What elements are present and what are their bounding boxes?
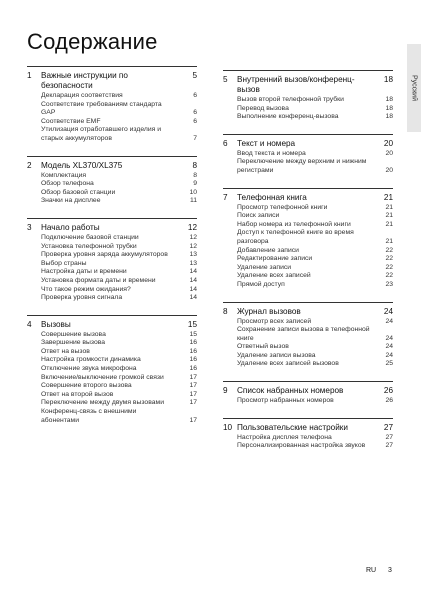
toc-item[interactable] <box>27 189 197 198</box>
toc-item-page: 22 <box>385 255 393 263</box>
toc-item[interactable] <box>223 326 393 343</box>
toc-item-label: Удаление записи вызова <box>237 351 316 359</box>
toc-section-number: 8 <box>223 306 228 316</box>
toc-item-label: Конференц-связь с внешними абонентами <box>41 408 137 424</box>
toc-item-list <box>223 96 393 122</box>
toc-item-page: 22 <box>385 246 393 254</box>
toc-item[interactable] <box>27 331 197 340</box>
toc-item-list <box>27 172 197 206</box>
toc-item[interactable] <box>27 408 197 425</box>
toc-section-heading[interactable] <box>27 161 197 171</box>
toc-item-label: Переключение между верхним и нижним регистрами <box>237 158 367 174</box>
toc-item-page: 22 <box>385 272 393 280</box>
toc-item-label: Просмотр всех записей <box>237 317 312 325</box>
toc-item-page: 16 <box>189 339 197 347</box>
toc-item[interactable] <box>27 180 197 189</box>
toc-item-label: Установка телефонной трубки <box>41 242 137 250</box>
toc-item-page: 15 <box>189 330 197 338</box>
toc-section-title: Вызовы <box>41 319 71 329</box>
toc-item[interactable] <box>223 158 393 175</box>
toc-item-page: 7 <box>193 134 197 142</box>
toc-item-label: Прямой доступ <box>237 280 285 288</box>
toc-item-page: 18 <box>385 96 393 103</box>
toc-section-number: 6 <box>223 138 228 148</box>
toc-item-label: Выполнение конференц-вызова <box>237 113 339 121</box>
toc-item[interactable] <box>27 294 197 303</box>
toc-item-page: 21 <box>385 203 393 211</box>
toc-item-page: 9 <box>193 180 197 188</box>
toc-section <box>27 156 197 206</box>
toc-item-label: Совершение второго вызова <box>41 382 132 390</box>
language-side-tab <box>407 44 421 132</box>
toc-item[interactable] <box>223 96 393 105</box>
toc-item-label: Обзор базовой станции <box>41 188 116 196</box>
toc-section-page: 27 <box>383 422 393 432</box>
toc-item[interactable] <box>223 397 393 406</box>
toc-item-page: 21 <box>385 212 393 220</box>
toc-item-page: 23 <box>385 280 393 288</box>
toc-item-page: 6 <box>193 109 197 117</box>
toc-item-page: 27 <box>385 442 393 450</box>
toc-item-page: 24 <box>385 334 393 342</box>
toc-item-page: 14 <box>189 268 197 276</box>
toc-item-label: Ответный вызов <box>237 343 289 351</box>
toc-item[interactable] <box>223 360 393 369</box>
toc-item-page: 12 <box>189 242 197 250</box>
toc-right-column <box>223 70 393 463</box>
toc-item-page: 26 <box>385 397 393 405</box>
toc-left-column <box>27 66 197 437</box>
toc-item-page: 18 <box>385 113 393 121</box>
toc-section-page: 12 <box>187 222 197 232</box>
toc-section-page: 5 <box>192 71 197 80</box>
toc-section <box>223 70 393 122</box>
toc-item[interactable] <box>27 339 197 348</box>
toc-item-label: Ответ на вызов <box>41 347 90 355</box>
language-side-tab-label: Русский <box>410 75 418 101</box>
page-title: Содержание <box>27 29 158 54</box>
toc-section-heading[interactable] <box>27 320 197 330</box>
toc-item[interactable] <box>223 229 393 246</box>
toc-item-page: 16 <box>189 365 197 373</box>
toc-item-label: Удаление всех записей <box>237 272 311 280</box>
toc-section-title: Список набранных номеров <box>237 386 344 396</box>
toc-item-label: Удаление всех записей вызовов <box>237 360 339 368</box>
toc-item-list <box>223 397 393 406</box>
toc-item-page: 6 <box>193 117 197 125</box>
toc-item[interactable] <box>223 113 393 122</box>
toc-item-label: Включение/выключение громкой связи <box>41 373 164 381</box>
toc-section <box>223 188 393 290</box>
toc-item-page: 14 <box>189 294 197 302</box>
toc-section-heading[interactable] <box>27 71 197 91</box>
toc-item-label: Комплектация <box>41 171 87 179</box>
toc-section <box>27 218 197 303</box>
toc-item[interactable] <box>223 281 393 290</box>
toc-section-title: Текст и номера <box>237 138 296 148</box>
toc-section-number: 3 <box>27 222 32 232</box>
toc-section-page: 24 <box>383 306 393 316</box>
toc-item-list <box>27 92 197 144</box>
toc-item[interactable] <box>27 268 197 277</box>
toc-item-page: 13 <box>189 259 197 267</box>
toc-item-page: 20 <box>385 149 393 157</box>
toc-item[interactable] <box>27 399 197 408</box>
toc-item[interactable] <box>223 434 393 443</box>
toc-item-page: 12 <box>189 233 197 241</box>
toc-item-page: 16 <box>189 347 197 355</box>
toc-item-page: 8 <box>193 171 197 179</box>
toc-item[interactable] <box>27 172 197 181</box>
toc-section-number: 10 <box>223 422 233 432</box>
toc-item-label: Что такое режим ожидания? <box>41 285 131 293</box>
toc-section-title: Модель XL370/XL375 <box>41 160 123 170</box>
toc-item-label: Просмотр телефонной книги <box>237 203 328 211</box>
toc-section-title: Журнал вызовов <box>237 306 301 316</box>
toc-item-page: 11 <box>189 197 197 205</box>
toc-item[interactable] <box>27 391 197 400</box>
toc-section-number: 5 <box>223 75 228 84</box>
toc-section-heading[interactable] <box>223 139 393 149</box>
toc-section-page: 21 <box>383 192 393 202</box>
toc-item[interactable] <box>27 92 197 101</box>
toc-item-label: Подключение базовой станции <box>41 233 139 241</box>
toc-item-page: 18 <box>385 104 393 112</box>
toc-item[interactable] <box>223 255 393 264</box>
toc-item[interactable] <box>223 318 393 327</box>
toc-item-label: Перевод вызова <box>237 104 289 112</box>
toc-item-label: Отключение звука микрофона <box>41 365 137 373</box>
toc-item-label: Декларация соответствия <box>41 92 123 99</box>
toc-item-label: Ввод текста и номера <box>237 149 306 157</box>
toc-item-page: 17 <box>189 382 197 390</box>
toc-item-page: 24 <box>385 317 393 325</box>
toc-item-label: Добавление записи <box>237 246 299 254</box>
toc-item[interactable] <box>27 197 197 206</box>
toc-item-page: 16 <box>189 356 197 364</box>
toc-item-page: 14 <box>189 276 197 284</box>
toc-item-page: 20 <box>385 166 393 174</box>
toc-item-page: 22 <box>385 263 393 271</box>
toc-item-label: Удаление записи <box>237 263 292 271</box>
toc-item-label: Доступ к телефонной книге во время разговора <box>237 229 354 245</box>
toc-item[interactable] <box>27 101 197 118</box>
toc-section-title: Внутренний вызов/конференц-вызов <box>237 75 355 94</box>
toc-section <box>27 315 197 426</box>
toc-section-heading[interactable] <box>223 307 393 317</box>
toc-item-label: Настройка даты и времени <box>41 268 127 276</box>
toc-item-list <box>27 331 197 426</box>
toc-item-label: Значки на дисплее <box>41 197 101 205</box>
toc-item-label: Выбор страны <box>41 259 87 267</box>
toc-item-page: 17 <box>189 373 197 381</box>
toc-item-label: Ответ на второй вызов <box>41 390 114 398</box>
toc-item-label: Завершение вызова <box>41 339 106 347</box>
toc-item-label: Набор номера из телефонной книги <box>237 220 351 228</box>
toc-item-page: 10 <box>189 188 197 196</box>
toc-item-page: 6 <box>193 92 197 99</box>
toc-item-page: 14 <box>189 285 197 293</box>
toc-item[interactable] <box>223 272 393 281</box>
toc-item-label: Переключение между двумя вызовами <box>41 399 164 407</box>
toc-section-heading[interactable] <box>223 75 393 95</box>
toc-item[interactable] <box>27 234 197 243</box>
toc-item-list <box>223 318 393 370</box>
toc-item[interactable] <box>27 277 197 286</box>
toc-item-page: 21 <box>385 220 393 228</box>
toc-item[interactable] <box>223 343 393 352</box>
toc-item[interactable] <box>27 382 197 391</box>
toc-section-heading[interactable] <box>27 223 197 233</box>
toc-item-page: 24 <box>385 351 393 359</box>
toc-section-number: 9 <box>223 386 228 396</box>
toc-item-label: Редактирование записи <box>237 255 313 263</box>
toc-item-label: Проверка уровня сигнала <box>41 294 123 302</box>
toc-section-number: 4 <box>27 319 32 329</box>
toc-item-list <box>27 234 197 303</box>
toc-item[interactable] <box>27 365 197 374</box>
toc-item-label: Настройка громкости динамика <box>41 356 141 364</box>
toc-item[interactable] <box>27 243 197 252</box>
toc-item-label: Персонализированная настройка звуков <box>237 442 366 450</box>
toc-item[interactable] <box>223 247 393 256</box>
toc-item[interactable] <box>223 442 393 451</box>
toc-item-label: Соответствие EMF <box>41 117 101 125</box>
toc-section <box>27 66 197 144</box>
toc-item-list <box>223 434 393 451</box>
toc-item-label: Настройка дисплея телефона <box>237 433 332 441</box>
toc-item-page: 24 <box>385 343 393 351</box>
toc-item-label: Соответствие требованиям стандарта GAP <box>41 100 162 117</box>
toc-item[interactable] <box>223 204 393 213</box>
toc-section-title: Телефонная книга <box>237 192 307 202</box>
toc-section-number: 1 <box>27 71 32 80</box>
toc-item-page: 25 <box>385 360 393 368</box>
toc-section-title: Начало работы <box>41 222 100 232</box>
toc-item-label: Поиск записи <box>237 212 280 220</box>
toc-item[interactable] <box>27 251 197 260</box>
toc-item-label: Совершение вызова <box>41 330 106 338</box>
toc-section-page: 20 <box>383 138 393 148</box>
footer-language: RU <box>366 567 377 574</box>
toc-item-label: Просмотр набранных номеров <box>237 397 334 405</box>
toc-item[interactable] <box>223 105 393 114</box>
toc-item-page: 17 <box>189 416 197 424</box>
toc-section-page: 15 <box>187 319 197 329</box>
toc-section <box>223 381 393 406</box>
toc-section-page: 18 <box>383 75 393 84</box>
toc-section-title: Важные инструкции по безопасности <box>41 71 128 90</box>
toc-section-heading[interactable] <box>223 193 393 203</box>
toc-section <box>223 302 393 370</box>
toc-item-label: Утилизация отработавшего изделия и старых аккумуляторов <box>41 126 162 142</box>
toc-item-label: Проверка уровня заряда аккумуляторов <box>41 251 168 259</box>
toc-item-label: Обзор телефона <box>41 180 94 188</box>
toc-item-page: 21 <box>385 237 393 245</box>
toc-item[interactable] <box>27 286 197 295</box>
toc-item-label: Вызов второй телефонной трубки <box>237 96 344 103</box>
toc-item-page: 17 <box>189 399 197 407</box>
toc-section-page: 26 <box>383 386 393 396</box>
toc-section-number: 2 <box>27 160 32 170</box>
toc-item-list <box>223 204 393 290</box>
toc-item[interactable] <box>27 126 197 143</box>
toc-section-page: 8 <box>192 160 197 170</box>
toc-item[interactable] <box>223 150 393 159</box>
toc-item-label: Установка формата даты и времени <box>41 276 156 284</box>
toc-section-heading[interactable] <box>223 386 393 396</box>
toc-item-page: 13 <box>189 251 197 259</box>
toc-section-heading[interactable] <box>223 423 393 433</box>
toc-section-title: Пользовательские настройки <box>237 422 348 432</box>
toc-item-page: 27 <box>385 433 393 441</box>
toc-section <box>223 418 393 451</box>
toc-item[interactable] <box>27 356 197 365</box>
toc-item[interactable] <box>27 374 197 383</box>
footer-page-number: 3 <box>388 567 392 574</box>
toc-item-label: Сохранение записи вызова в телефонной книге <box>237 326 370 342</box>
toc-section-number: 7 <box>223 192 228 202</box>
toc-item-page: 17 <box>189 390 197 398</box>
toc-item[interactable] <box>223 212 393 221</box>
toc-item-list <box>223 150 393 176</box>
toc-section <box>223 134 393 176</box>
